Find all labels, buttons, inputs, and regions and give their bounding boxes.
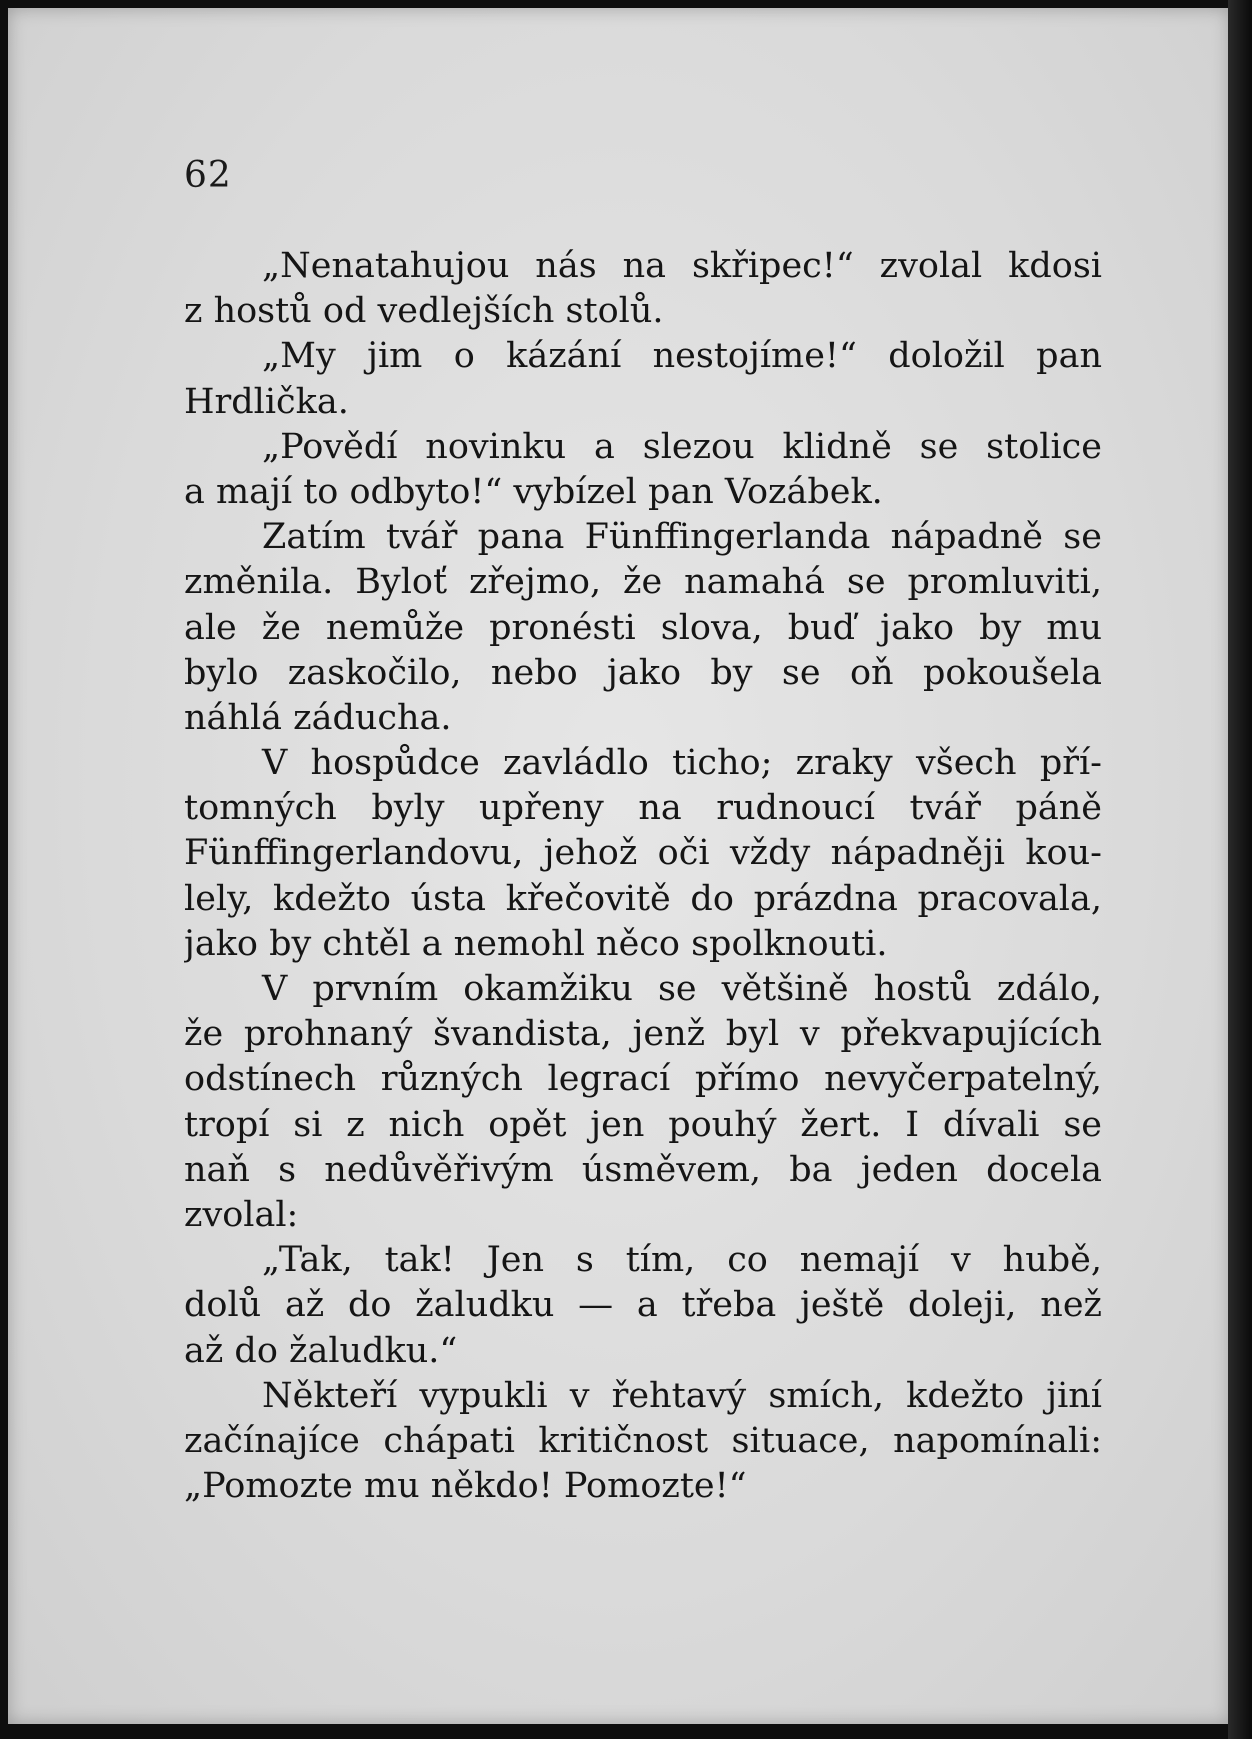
text-line: že prohnaný švandista, jenž byl v překvapujících (184, 1014, 1102, 1055)
text-line: Někteří vypukli v řehtavý smích, kdežto jiní (262, 1375, 1102, 1416)
text-line: a mají to odbyto!“ vybízel pan Vozábek. (184, 471, 883, 512)
text-line: až do žaludku.“ (184, 1330, 458, 1371)
text-line: „My jim o kázání nestojíme!“ doložil pan (262, 336, 1102, 377)
text-line: odstínech různých legrací přímo nevyčerpatelný, (184, 1059, 1102, 1100)
page-number: 62 (184, 155, 232, 196)
book-page (8, 8, 1230, 1724)
text-line: změnila. Byloť zřejmo, že namahá se promluviti, (184, 562, 1102, 603)
text-line: „Nenatahujou nás na skřipec!“ zvolal kdosi (262, 246, 1102, 286)
text-line: ale že nemůže pronésti slova, buď jako by mu (184, 607, 1102, 648)
text-line: začínajíce chápati kritičnost situace, napomínali: (184, 1420, 1102, 1461)
text-line: bylo zaskočilo, nebo jako by se oň pokoušela (184, 652, 1102, 693)
text-line: Zatím tvář pana Fünffingerlanda nápadně se (262, 517, 1102, 558)
text-line: „Pomozte mu někdo! Pomozte!“ (184, 1466, 747, 1507)
text-line: zvolal: (184, 1194, 299, 1235)
text-line: z hostů od vedlejších stolů. (184, 291, 664, 332)
text-line: Hrdlička. (184, 381, 349, 422)
page-edge-shadow (1228, 0, 1252, 1739)
text-line: naň s nedůvěřivým úsměvem, ba jeden docela (184, 1149, 1102, 1190)
body-text (184, 244, 1102, 1509)
text-line: tomných byly upřeny na rudnoucí tvář páně (184, 788, 1102, 829)
text-line: dolů až do žaludku — a třeba ještě doleji, než (184, 1285, 1102, 1326)
text-line: „Povědí novinku a slezou klidně se stolice (262, 426, 1102, 467)
text-line: náhlá záducha. (184, 697, 452, 738)
text-line: Fünffingerlandovu, jehož oči vždy nápadněji kou- (184, 833, 1102, 874)
text-line: lely, kdežto ústa křečovitě do prázdna pracovala, (184, 878, 1102, 919)
text-line: „Tak, tak! Jen s tím, co nemají v hubě, (262, 1240, 1102, 1281)
text-line: tropí si z nich opět jen pouhý žert. I dívali se (184, 1104, 1102, 1145)
text-line: jako by chtěl a nemohl něco spolknouti. (184, 923, 888, 964)
text-line: V hospůdce zavládlo ticho; zraky všech pří- (262, 743, 1102, 784)
text-line: V prvním okamžiku se většině hostů zdálo, (262, 969, 1102, 1009)
